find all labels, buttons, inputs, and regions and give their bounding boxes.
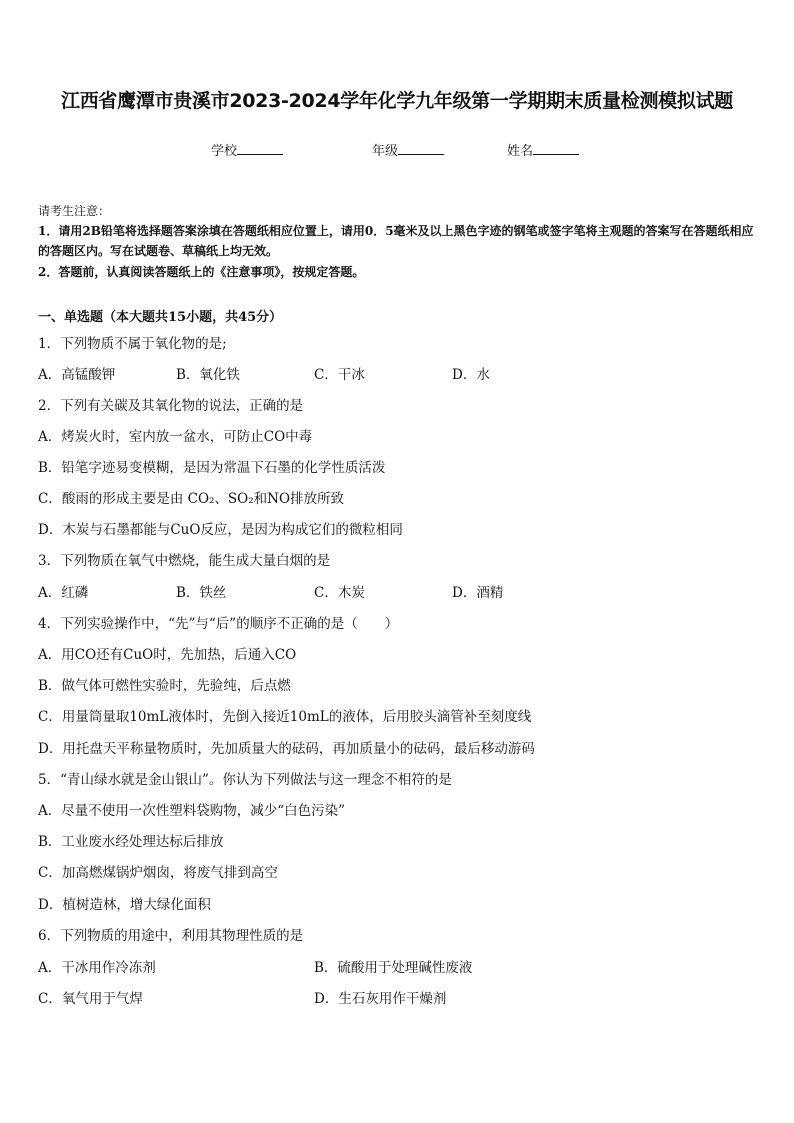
- option: A．烤炭火时，室内放一盆水，可防止CO中毒: [38, 429, 313, 445]
- school-field[interactable]: [211, 140, 283, 159]
- option: D．木炭与石墨都能与CuO反应，是因为构成它们的微粒相同: [38, 522, 403, 538]
- notice-item-1: 1．请用2B铅笔将选择题答案涂填在答题纸相应位置上，请用0．5毫米及以上黑色字迹的钢笔或签字笔将主观题的答案写在答题纸相应的答题区内。写在试题卷、草稿纸上均无效。: [38, 224, 754, 258]
- exam-title: 江西省鹰潭市贵溪市2023-2024学年化学九年级第一学期期末质量检测模拟试题: [61, 90, 733, 112]
- option: D．酒精: [452, 585, 504, 601]
- grade-blank[interactable]: [398, 142, 444, 155]
- school-label: 学校: [211, 144, 238, 159]
- option: D．植树造林，增大绿化面积: [38, 897, 211, 913]
- question-stem: 3．下列物质在氧气中燃烧，能生成大量白烟的是: [38, 553, 331, 569]
- option: C．干冰: [314, 367, 365, 383]
- option: A．尽量不使用一次性塑料袋购物，减少“白色污染”: [38, 803, 346, 819]
- question-stem: 2．下列有关碳及其氧化物的说法，正确的是: [38, 398, 304, 414]
- option: B．铁丝: [176, 585, 227, 601]
- notice-heading: 请考生注意：: [38, 204, 111, 218]
- option: B．铅笔字迹易变模糊，是因为常温下石墨的化学性质活泼: [38, 460, 386, 476]
- option: A．高锰酸钾: [38, 367, 116, 383]
- name-field[interactable]: [507, 140, 579, 159]
- name-blank[interactable]: [533, 142, 579, 155]
- option: C．酸雨的形成主要是由 CO₂、SO₂和NO排放所致: [38, 491, 345, 507]
- option: D．用托盘天平称量物质时，先加质量大的砝码，再加质量小的砝码，最后移动游码: [38, 741, 535, 757]
- school-blank[interactable]: [237, 142, 283, 155]
- option: D．水: [452, 367, 490, 383]
- question-stem: 6．下列物质的用途中，利用其物理性质的是: [38, 928, 304, 944]
- option: A．干冰用作冷冻剂: [38, 960, 156, 976]
- option: B．氧化铁: [176, 367, 240, 383]
- option: C．用量筒量取10mL液体时，先倒入接近10mL的液体，后用胶头滴管补至刻度线: [38, 709, 532, 725]
- option: B．硫酸用于处理碱性废液: [314, 960, 473, 976]
- option: C．加高燃煤锅炉烟囱，将废气排到高空: [38, 865, 278, 881]
- option: A．用CO还有CuO时，先加热，后通入CO: [38, 647, 297, 663]
- option: C．木炭: [314, 585, 365, 601]
- question-stem: 5．“青山绿水就是金山银山”。你认为下列做法与这一理念不相符的是: [38, 772, 452, 788]
- name-label: 姓名: [507, 144, 534, 159]
- option: D．生石灰用作干燥剂: [314, 991, 447, 1007]
- option: B．做气体可燃性实验时，先验纯，后点燃: [38, 678, 291, 694]
- section-heading: 一、单选题（本大题共15小题，共45分）: [38, 310, 283, 325]
- notice-item-2: 2．答题前，认真阅读答题纸上的《注意事项》，按规定答题。: [38, 265, 365, 279]
- grade-field[interactable]: [372, 140, 444, 159]
- option: C．氧气用于气焊: [38, 991, 143, 1007]
- option: B．工业废水经处理达标后排放: [38, 834, 224, 850]
- question-stem: 1．下列物质不属于氧化物的是;: [38, 336, 227, 352]
- question-stem: 4．下列实验操作中，“先”与“后”的顺序不正确的是（ ）: [38, 616, 399, 632]
- grade-label: 年级: [372, 144, 399, 159]
- option: A．红磷: [38, 585, 89, 601]
